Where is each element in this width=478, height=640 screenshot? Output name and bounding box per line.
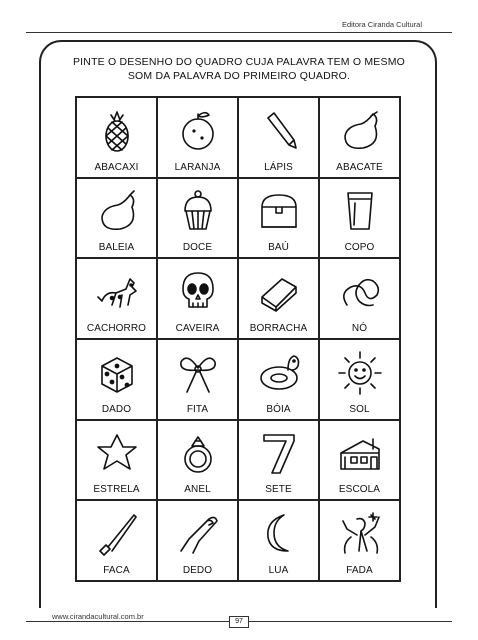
grid-cell [319, 339, 400, 420]
star-icon [92, 427, 142, 477]
dog-icon [92, 265, 142, 315]
orange-icon [173, 104, 223, 154]
skull-icon [173, 265, 223, 315]
cell-word: LÁPIS [264, 161, 293, 173]
cell-word: FADA [346, 564, 373, 576]
ring-icon [173, 427, 223, 477]
bow-icon [173, 346, 223, 396]
instruction-line-2: SOM DA PALAVRA DO PRIMEIRO QUADRO. [127, 70, 351, 82]
cell-word: BALEIA [98, 242, 135, 254]
footer-url: www.cirandacultural.com.br [52, 612, 144, 621]
cell-word: CACHORRO [86, 322, 147, 334]
grid-cell [157, 500, 238, 581]
moon-icon [254, 507, 304, 557]
cell-word: FACA [103, 564, 130, 576]
grid-cell [238, 178, 319, 259]
cell-word: BAÚ [268, 242, 289, 254]
header-rule [26, 32, 452, 33]
cell-word: LARANJA [174, 161, 221, 173]
float-icon [254, 346, 304, 396]
grid-cell [238, 420, 319, 501]
cell-word: SOL [349, 403, 370, 415]
finger-icon [173, 507, 223, 557]
cell-word: ABACAXI [94, 161, 139, 173]
grid-cell [76, 258, 157, 339]
grid-cell [157, 178, 238, 259]
eraser-icon [254, 265, 304, 315]
cell-word: LUA [268, 564, 289, 576]
instruction-line-1: PINTE O DESENHO DO QUADRO CUJA PALAVRA TEM O MESMO [72, 56, 406, 68]
seven-icon [254, 427, 304, 477]
grid-cell [76, 339, 157, 420]
cell-word: DEDO [182, 564, 213, 576]
grid-cell [157, 420, 238, 501]
pencil-icon [254, 104, 304, 154]
cell-word: ESCOLA [338, 484, 381, 496]
grid-cell [238, 500, 319, 581]
chest-icon [254, 185, 304, 235]
publisher-label: Editora Ciranda Cultural [341, 20, 422, 29]
grid-cell [319, 178, 400, 259]
fairy-icon [335, 507, 385, 557]
grid-cell [319, 420, 400, 501]
cell-word: ESTRELA [93, 484, 140, 496]
grid-cell [319, 500, 400, 581]
grid-cell [157, 258, 238, 339]
grid-cell [157, 339, 238, 420]
cell-word: DOCE [182, 242, 213, 254]
knife-icon [92, 507, 142, 557]
cell-word: DADO [101, 403, 132, 415]
grid-cell [76, 97, 157, 178]
glass-icon [335, 185, 385, 235]
cell-word: ANEL [184, 484, 211, 496]
page-number: 97 [229, 616, 249, 628]
cupcake-icon [173, 185, 223, 235]
school-icon [335, 427, 385, 477]
grid-cell [76, 178, 157, 259]
cell-word: BORRACHA [249, 322, 308, 334]
cell-word: ABACATE [336, 161, 383, 173]
grid-cell [238, 97, 319, 178]
grid-cell [76, 420, 157, 501]
grid-cell [76, 500, 157, 581]
grid-cell [238, 339, 319, 420]
pear-icon [92, 185, 142, 235]
cell-word: BÓIA [266, 403, 291, 415]
cell-word: SETE [265, 484, 292, 496]
grid-cell [157, 97, 238, 178]
grid-cell [319, 258, 400, 339]
dice-icon [92, 346, 142, 396]
knot-icon [335, 265, 385, 315]
grid-cell [238, 258, 319, 339]
sun-icon [335, 346, 385, 396]
pineapple-icon [92, 104, 142, 154]
cell-word: NÓ [351, 322, 368, 334]
avocado-icon [335, 104, 385, 154]
cell-word: CAVEIRA [175, 322, 220, 334]
grid-cell [319, 97, 400, 178]
cell-word: COPO [344, 242, 375, 254]
cell-word: FITA [186, 403, 209, 415]
word-grid [75, 96, 401, 582]
